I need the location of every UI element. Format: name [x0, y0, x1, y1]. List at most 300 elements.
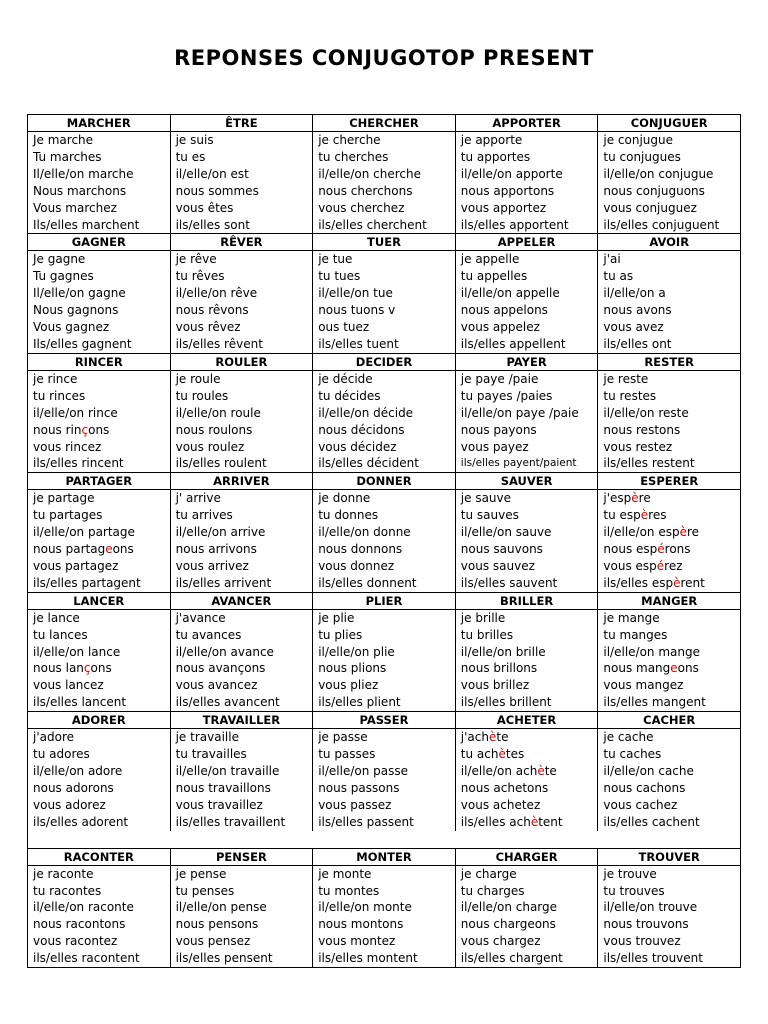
conjugation-form: vous chargez [460, 934, 541, 949]
conjugation-form: ils/elles travaillent [175, 814, 286, 829]
conjugation-form: ils/elles sont [175, 217, 250, 232]
conjugation-form: je suis [175, 133, 214, 147]
verb-row-block [27, 711, 741, 830]
conjugation-form: nous avançons [175, 661, 266, 676]
conjugation-form: vous conjuguez [603, 200, 697, 215]
conjugation-form: il/elle/on espère [603, 525, 700, 540]
conjugation-form: je décide [318, 371, 373, 386]
conjugation-form: nous espérons [603, 542, 691, 557]
conjugation-form: nous plions [318, 661, 387, 676]
conjugation-form: tu tues [318, 269, 361, 284]
verb-cell [171, 354, 314, 472]
conjugation-form: Je gagne [33, 252, 86, 267]
conjugation-form: tu payes /paies [460, 388, 553, 403]
conjugation-form: nous sauvons [460, 542, 543, 557]
conjugation-form: il/elle/on reste [603, 405, 689, 420]
verb-header: ACHETER [456, 712, 598, 729]
conjugation-form: il/elle/on a [603, 286, 666, 301]
conjugation-form: ils/elles plient [318, 695, 401, 710]
verb-cell [456, 593, 599, 711]
conjugation-form: ils/elles passent [318, 814, 414, 829]
verb-cell [456, 115, 599, 233]
conjugation-form: il/elle/on paye /paie [460, 405, 579, 420]
highlighted-letter: è [498, 747, 506, 762]
verb-cell [28, 473, 171, 591]
conjugation-form: tu manges [603, 627, 668, 642]
conjugation-form: ils/elles pensent [175, 951, 273, 966]
verb-cell [171, 849, 314, 967]
conjugation-form: vous avez [603, 320, 664, 335]
conjugation-form: nous brillons [460, 661, 538, 676]
conjugation-form: Il/elle/on marche [33, 166, 134, 181]
conjugation-form: tu arrives [175, 508, 233, 523]
conjugation-form: ils/elles rincent [33, 456, 124, 471]
conjugation-form: il/elle/on est [175, 166, 249, 181]
conjugation-form: ils/elles lancent [33, 695, 127, 710]
conjugation-form: il/elle/on pense [175, 900, 267, 915]
conjugation-form: je pense [175, 866, 227, 881]
conjugation-form: vous rincez [33, 439, 102, 454]
conjugation-form: vous apportez [460, 200, 547, 215]
conjugation-form: tu penses [175, 883, 235, 898]
conjugation-form: il/elle/on décide [318, 405, 414, 420]
highlighted-letter: e [105, 542, 113, 557]
conjugation-form: vous appelez [460, 320, 540, 335]
highlighted-letter: è [673, 575, 681, 590]
conjugation-form: je reste [603, 371, 649, 386]
conjugation-form: ils/elles avancent [175, 695, 280, 710]
verb-cell [598, 712, 741, 830]
verb-header: ROULER [171, 354, 313, 371]
verb-cell [456, 473, 599, 591]
conjugation-form: il/elle/on achète [460, 764, 557, 778]
conjugation-form: nous passons [318, 780, 400, 795]
conjugation-form: ils/elles cachent [603, 814, 700, 829]
conjugation-form: ils/elles trouvent [603, 951, 703, 966]
conjugation-form: nous lançons [33, 661, 112, 676]
conjugation-form: je lance [33, 610, 80, 625]
verb-header: PENSER [171, 849, 313, 866]
conjugation-form: tu racontes [33, 883, 102, 898]
conjugation-form: nous cherchons [318, 183, 413, 198]
conjugation-form: tu décides [318, 388, 381, 403]
conjugation-form: ils/elles ont [603, 336, 672, 351]
verb-cell [313, 354, 456, 472]
verb-cell [171, 712, 314, 830]
verb-header: RACONTER [28, 849, 170, 866]
conjugation-form: vous trouvez [603, 934, 681, 949]
conjugation-form: je raconte [33, 866, 94, 881]
verb-header: GAGNER [28, 234, 170, 251]
conjugation-form: vous lancez [33, 678, 104, 693]
conjugation-form: ils/elles roulent [175, 456, 267, 471]
conjugation-form: vous cherchez [318, 200, 405, 215]
conjugation-form: nous cachons [603, 780, 686, 795]
conjugation-form: il/elle/on cherche [318, 166, 421, 181]
verb-header: DONNER [313, 473, 455, 490]
verb-row-block [27, 353, 741, 472]
verb-header: RESTER [598, 354, 740, 371]
conjugation-form: ils/elles achètent [460, 814, 563, 829]
verb-row-block [27, 592, 741, 711]
highlighted-letter: è [530, 814, 539, 829]
conjugation-form: il/elle/on monte [318, 900, 412, 915]
verb-header: LANCER [28, 593, 170, 610]
conjugation-form: nous racontons [33, 917, 126, 932]
conjugation-form: ils/elles espèrent [603, 575, 705, 590]
verb-cell [28, 115, 171, 233]
verb-header: BRILLER [456, 593, 598, 610]
conjugation-form: ils/elles tuent [318, 336, 399, 351]
highlighted-letter: è [679, 525, 687, 540]
conjugation-form: Nous gagnons [33, 303, 119, 318]
conjugation-form: il/elle/on conjugue [603, 166, 714, 181]
conjugation-form: ils/elles conjuguent [603, 217, 720, 232]
verb-cell [171, 115, 314, 233]
conjugation-form: ils/elles arrivent [175, 575, 272, 590]
conjugation-form: tu brilles [460, 627, 514, 642]
conjugation-form: tu montes [318, 883, 380, 898]
verb-header: RÊVER [171, 234, 313, 251]
conjugation-form: tu achètes [460, 747, 525, 762]
conjugation-form: je brille [460, 610, 506, 625]
conjugation-form: nous donnons [318, 542, 403, 557]
highlighted-letter: è [489, 730, 497, 745]
conjugation-form: ils/elles restent [603, 456, 695, 471]
conjugation-form: ils/elles brillent [460, 695, 552, 710]
conjugation-form: il/elle/on donne [318, 525, 411, 540]
conjugation-form: tu rinces [33, 388, 86, 403]
verb-header: TUER [313, 234, 455, 251]
conjugation-form: ils/elles sauvent [460, 575, 558, 590]
conjugation-form: je sauve [460, 491, 512, 506]
conjugation-form: je rêve [175, 252, 217, 267]
conjugation-form: je paye /paie [460, 371, 539, 386]
verb-cell [171, 234, 314, 352]
verb-cell [313, 593, 456, 711]
verb-cell [456, 712, 599, 830]
highlighted-letter: è [631, 491, 639, 506]
conjugation-form: il/elle/on lance [33, 644, 121, 659]
verb-row-block [27, 472, 741, 591]
conjugation-form: tu partages [33, 508, 103, 523]
verb-cell [28, 234, 171, 352]
verb-header: SAUVER [456, 473, 598, 490]
conjugation-form: ils/elles apportent [460, 217, 569, 232]
conjugation-form: vous racontez [33, 934, 118, 949]
conjugation-form: Je marche [33, 133, 94, 147]
conjugation-form: nous pensons [175, 917, 259, 932]
conjugation-form: il/elle/on appelle [460, 286, 560, 301]
conjugation-form: nous mangeons [603, 661, 699, 676]
conjugation-form: je tue [318, 252, 353, 267]
verb-header: ADORER [28, 712, 170, 729]
verb-cell [456, 354, 599, 472]
conjugation-form: ils/elles partagent [33, 575, 141, 590]
verb-header: PASSER [313, 712, 455, 729]
conjugation-form: nous roulons [175, 422, 253, 437]
conjugation-form: tu trouves [603, 883, 665, 898]
verb-row-block [27, 848, 741, 968]
conjugation-form: tu apportes [460, 149, 531, 164]
conjugation-form: il/elle/on cache [603, 764, 694, 778]
conjugation-form: vous mangez [603, 678, 684, 693]
conjugation-form: je partage [33, 491, 95, 506]
verb-header: TROUVER [598, 849, 740, 866]
conjugation-form: tu rêves [175, 269, 225, 284]
verb-header: APPORTER [456, 115, 598, 132]
verb-header: ARRIVER [171, 473, 313, 490]
conjugation-form: vous arrivez [175, 558, 249, 573]
verb-cell [313, 473, 456, 591]
conjugation-form: ils/elles adorent [33, 814, 129, 829]
verb-cell [598, 354, 741, 472]
conjugation-form: vous brillez [460, 678, 530, 693]
verb-header: PARTAGER [28, 473, 170, 490]
conjugation-form: ils/elles montent [318, 951, 418, 966]
conjugation-form: vous travaillez [175, 797, 263, 812]
verb-cell [28, 354, 171, 472]
verb-row-block [27, 114, 741, 233]
conjugation-form: je apporte [460, 133, 523, 147]
conjugation-form: vous décidez [318, 439, 397, 454]
conjugation-form: tu appelles [460, 269, 528, 284]
conjugation-form: nous avons [603, 303, 672, 318]
verb-header: MANGER [598, 593, 740, 610]
conjugation-form: nous chargeons [460, 917, 556, 932]
conjugation-form: ils/elles payent/paient [460, 457, 577, 470]
highlighted-letter: ç [83, 661, 91, 676]
conjugation-form: j'avance [175, 610, 226, 625]
conjugation-form: Ils/elles marchent [33, 217, 140, 232]
verb-cell [28, 593, 171, 711]
conjugation-form: vous montez [318, 934, 396, 949]
verb-header: CONJUGUER [598, 115, 740, 132]
conjugation-form: il/elle/on avance [175, 644, 274, 659]
verb-header: PAYER [456, 354, 598, 371]
verb-header: ÊTRE [171, 115, 313, 132]
verb-cell [598, 234, 741, 352]
verb-header: AVOIR [598, 234, 740, 251]
conjugation-form: ils/elles chargent [460, 951, 563, 966]
verb-cell [598, 593, 741, 711]
conjugation-form: il/elle/on passe [318, 764, 408, 778]
conjugation-form: nous apportons [460, 183, 555, 198]
conjugation-form: il/elle/on rince [33, 405, 118, 420]
conjugation-form: tu lances [33, 627, 88, 642]
conjugation-form: je donne [318, 491, 371, 506]
verb-cell [28, 712, 171, 830]
conjugation-form: vous payez [460, 439, 529, 454]
conjugation-form: il/elle/on raconte [33, 900, 134, 915]
highlighted-letter: è [640, 508, 649, 523]
conjugation-form: vous achetez [460, 797, 541, 812]
conjugation-form: Il/elle/on gagne [33, 286, 126, 301]
conjugation-form: nous décidons [318, 422, 405, 437]
conjugation-form: vous passez [318, 797, 392, 812]
conjugation-form: nous partageons [33, 542, 134, 557]
conjugation-form: tu avances [175, 627, 242, 642]
conjugation-form: nous montons [318, 917, 404, 932]
verb-row-block [27, 233, 741, 352]
verb-cell [598, 115, 741, 233]
conjugation-form: je plie [318, 610, 355, 625]
conjugation-form: tu es [175, 149, 206, 164]
verb-cell [313, 849, 456, 967]
conjugation-form: tu as [603, 269, 634, 284]
verb-header: PLIER [313, 593, 455, 610]
conjugation-form: il/elle/on sauve [460, 525, 552, 540]
conjugation-form: vous avancez [175, 678, 258, 693]
conjugation-form: vous sauvez [460, 558, 535, 573]
verb-header: DECIDER [313, 354, 455, 371]
conjugation-form: tu adores [33, 747, 90, 762]
verb-cell [313, 115, 456, 233]
conjugation-form: tu espères [603, 508, 667, 523]
conjugation-form: vous pliez [318, 678, 379, 693]
verb-header: CACHER [598, 712, 740, 729]
conjugation-form: tu charges [460, 883, 525, 898]
conjugation-form: Tu marches [33, 149, 102, 164]
conjugation-form: nous adorons [33, 780, 114, 795]
conjugation-table [27, 114, 741, 968]
conjugation-form: Tu gagnes [33, 269, 94, 284]
verb-cell [28, 849, 171, 967]
conjugation-form: il/elle/on arrive [175, 525, 266, 540]
verb-header: ESPERER [598, 473, 740, 490]
verb-cell [598, 849, 741, 967]
conjugation-form: nous tuons v [318, 303, 396, 318]
conjugation-form: ils/elles racontent [33, 951, 140, 966]
conjugation-form: Vous gagnez [33, 320, 110, 335]
conjugation-form: vous êtes [175, 200, 234, 215]
conjugation-form: Vous marchez [33, 200, 117, 215]
conjugation-form: tu roules [175, 388, 229, 403]
conjugation-form: vous roulez [175, 439, 245, 454]
conjugation-form: ous tuez [318, 320, 370, 335]
conjugation-form: je passe [318, 730, 368, 745]
conjugation-form: il/elle/on plie [318, 644, 395, 659]
verb-header: TRAVAILLER [171, 712, 313, 729]
highlighted-letter: ç [81, 422, 89, 437]
conjugation-form: vous espérez [603, 558, 683, 573]
verb-cell [171, 473, 314, 591]
verb-header: CHARGER [456, 849, 598, 866]
conjugation-form: il/elle/on apporte [460, 166, 563, 181]
conjugation-form: vous restez [603, 439, 673, 454]
conjugation-form: je cherche [318, 133, 381, 147]
conjugation-form: j' arrive [175, 491, 221, 506]
conjugation-form: ils/elles rêvent [175, 336, 263, 351]
conjugation-form: nous rinçons [33, 422, 110, 437]
conjugation-form: vous donnez [318, 558, 395, 573]
conjugation-form: il/elle/on charge [460, 900, 558, 915]
verb-header: CHERCHER [313, 115, 455, 132]
conjugation-form: tu sauves [460, 508, 519, 523]
conjugation-form: j'espère [603, 491, 651, 506]
conjugation-form: vous adorez [33, 797, 106, 812]
conjugation-form: nous trouvons [603, 917, 689, 932]
conjugation-form: il/elle/on tue [318, 286, 393, 301]
verb-cell [313, 234, 456, 352]
conjugation-form: Ils/elles gagnent [33, 336, 132, 351]
conjugation-form: je appelle [460, 252, 520, 267]
verb-cell [456, 234, 599, 352]
conjugation-form: il/elle/on trouve [603, 900, 698, 915]
conjugation-form: nous conjuguons [603, 183, 705, 198]
conjugation-form: nous travaillons [175, 780, 271, 795]
verb-header: APPELER [456, 234, 598, 251]
conjugation-form: il/elle/on adore [33, 764, 123, 778]
conjugation-form: nous arrivons [175, 542, 257, 557]
conjugation-form: il/elle/on partage [33, 525, 135, 540]
conjugation-form: il/elle/on roule [175, 405, 261, 420]
conjugation-form: nous payons [460, 422, 537, 437]
verb-cell [171, 593, 314, 711]
highlighted-letter: è [537, 764, 545, 778]
conjugation-form: il/elle/on brille [460, 644, 546, 659]
conjugation-form: nous achetons [460, 780, 549, 795]
page-title: REPONSES CONJUGOTOP PRESENT [174, 46, 594, 70]
verb-header: AVANCER [171, 593, 313, 610]
conjugation-form: je monte [318, 866, 372, 881]
conjugation-form: ils/elles décident [318, 456, 419, 471]
conjugation-form: tu travailles [175, 747, 247, 762]
conjugation-form: vous cachez [603, 797, 678, 812]
verb-header: MARCHER [28, 115, 170, 132]
conjugation-form: vous pensez [175, 934, 251, 949]
conjugation-form: j'ai [603, 252, 621, 267]
verb-header: RINCER [28, 354, 170, 371]
conjugation-form: je mange [603, 610, 660, 625]
conjugation-form: il/elle/on travaille [175, 764, 280, 778]
conjugation-form: je charge [460, 866, 517, 881]
conjugation-form: nous rêvons [175, 303, 249, 318]
conjugation-form: je conjugue [603, 133, 674, 147]
conjugation-form: tu caches [603, 747, 662, 762]
conjugation-form: j'adore [33, 730, 74, 745]
conjugation-form: nous sommes [175, 183, 259, 198]
conjugation-form: vous rêvez [175, 320, 241, 335]
conjugation-form: tu cherches [318, 149, 389, 164]
highlighted-letter: e [670, 661, 678, 676]
conjugation-form: je roule [175, 371, 221, 386]
conjugation-form: ils/elles cherchent [318, 217, 427, 232]
conjugation-form: ils/elles donnent [318, 575, 417, 590]
conjugation-form: je cache [603, 730, 654, 745]
highlighted-letter: é [656, 558, 665, 573]
conjugation-form: tu donnes [318, 508, 379, 523]
conjugation-form: je rince [33, 371, 78, 386]
conjugation-form: nous restons [603, 422, 681, 437]
conjugation-form: je trouve [603, 866, 657, 881]
conjugation-form: j'achète [460, 730, 509, 745]
block-spacer [27, 831, 741, 848]
verb-cell [313, 712, 456, 830]
verb-header: MONTER [313, 849, 455, 866]
conjugation-form: Nous marchons [33, 183, 127, 198]
conjugation-form: nous appelons [460, 303, 548, 318]
verb-cell [598, 473, 741, 591]
conjugation-form: tu plies [318, 627, 363, 642]
conjugation-form: tu conjugues [603, 149, 681, 164]
verb-cell [456, 849, 599, 967]
conjugation-form: il/elle/on mange [603, 644, 700, 659]
conjugation-form: ils/elles mangent [603, 695, 706, 710]
conjugation-form: tu passes [318, 747, 376, 762]
conjugation-form: ils/elles appellent [460, 336, 566, 351]
conjugation-form: je travaille [175, 730, 239, 745]
